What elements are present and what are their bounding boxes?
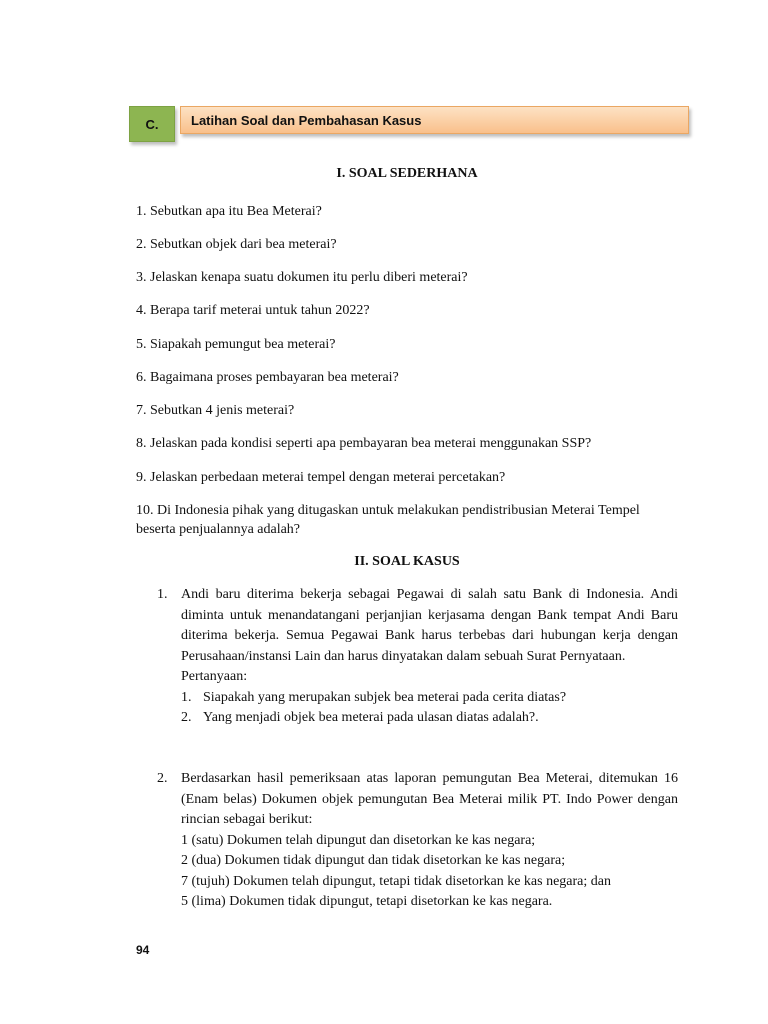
- question-3: 3. Jelaskan kenapa suatu dokumen itu perlu diberi meterai?: [136, 270, 468, 285]
- question-10: 10. Di Indonesia pihak yang ditugaskan untuk melakukan pendistribusian Meterai Tempel beserta penjualannya adalah?: [136, 503, 640, 537]
- case-1-question-label: Pertanyaan:: [181, 669, 248, 684]
- sub-question-text: Yang menjadi objek bea meterai pada ulasan diatas adalah?.: [203, 710, 539, 725]
- case-2-number: 2.: [157, 771, 168, 786]
- section-badge: C.: [129, 106, 175, 142]
- sub-question-number: 1.: [181, 689, 192, 705]
- case-1-sub-question-2: [181, 708, 678, 729]
- case-2: [157, 769, 678, 913]
- case-1: [157, 585, 678, 729]
- part1-heading: I. SOAL SEDERHANA: [336, 166, 478, 181]
- question-1: 1. Sebutkan apa itu Bea Meterai?: [136, 204, 322, 219]
- question-9: 9. Jelaskan perbedaan meterai tempel dengan meterai percetakan?: [136, 470, 506, 485]
- case-2-detail-3: 7 (tujuh) Dokumen telah dipungut, tetapi tidak disetorkan ke kas negara; dan: [181, 873, 611, 889]
- sub-question-number: 2.: [181, 710, 192, 725]
- question-4: 4. Berapa tarif meterai untuk tahun 2022?: [136, 303, 370, 318]
- case-1-number: 1.: [157, 587, 168, 602]
- case-1-text: Andi baru diterima bekerja sebagai Pegawai di salah satu Bank di Indonesia. Andi diminta untuk menandatangani perjanjian kerjasama dengan Bank tempat Andi Baru diterima bekerja. Semua Pegawai Bank harus terbebas dari hubungan kerja dengan Perusahaan/instansi Lain dan harus dinyatakan dalam sebuah Surat Pernyataan.: [181, 587, 678, 664]
- part2-heading: II. SOAL KASUS: [354, 554, 460, 569]
- case-2-detail-1: 1 (satu) Dokumen telah dipungut dan disetorkan ke kas negara;: [181, 832, 536, 848]
- case-2-detail-2: 2 (dua) Dokumen tidak dipungut dan tidak disetorkan ke kas negara;: [181, 853, 566, 868]
- page-number: 94: [136, 943, 150, 957]
- case-1-sub-question-1: [181, 688, 678, 709]
- question-8: 8. Jelaskan pada kondisi seperti apa pembayaran bea meterai menggunakan SSP?: [136, 436, 592, 451]
- question-2: 2. Sebutkan objek dari bea meterai?: [136, 237, 337, 252]
- question-5: 5. Siapakah pemungut bea meterai?: [136, 337, 336, 352]
- case-2-text: Berdasarkan hasil pemeriksaan atas laporan pemungutan Bea Meterai, ditemukan 16 (Enam belas) Dokumen objek pemungutan Bea Meterai milik PT. Indo Power dengan rincian sebagai berikut:: [181, 771, 678, 827]
- sub-question-text: Siapakah yang merupakan subjek bea meterai pada cerita diatas?: [203, 689, 567, 705]
- case-2-detail-4: 5 (lima) Dokumen tidak dipungut, tetapi disetorkan ke kas negara.: [181, 894, 553, 909]
- section-title: Latihan Soal dan Pembahasan Kasus: [180, 106, 689, 134]
- question-7: 7. Sebutkan 4 jenis meterai?: [136, 403, 295, 418]
- question-6: 6. Bagaimana proses pembayaran bea meterai?: [136, 370, 399, 385]
